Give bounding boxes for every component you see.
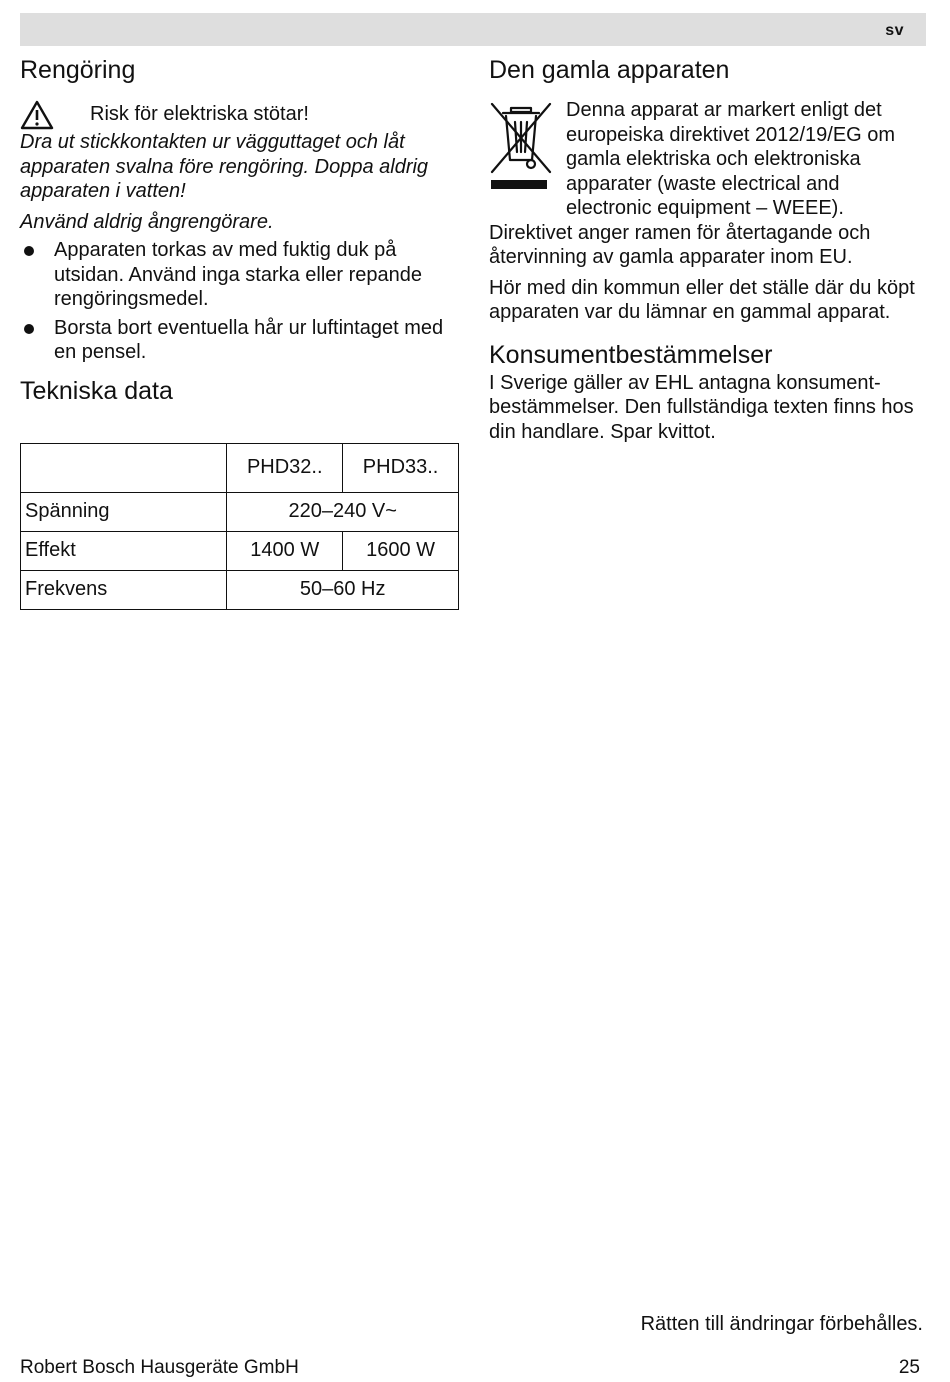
footer-company: Robert Bosch Hausgeräte GmbH — [20, 1357, 299, 1378]
warning-title: Risk för elektriska stötar! — [90, 103, 309, 125]
table-row — [21, 570, 459, 609]
old-appliance-heading: Den gamla apparaten — [489, 56, 730, 84]
bullet-icon — [24, 324, 34, 334]
rights-reserved-note: Rätten till ändringar förbehålles. — [640, 1313, 923, 1335]
right-column — [489, 54, 929, 444]
tech-data-heading: Tekniska data — [20, 376, 173, 405]
table-row — [21, 492, 459, 531]
list-item-text: Borsta bort eventuella hår ur luftintaget med en pensel. — [54, 316, 444, 363]
crossed-out-wheelie-bin-icon — [489, 100, 553, 192]
list-item-text: Apparaten torkas av med fuktig duk på utsidan. Använd inga starka eller repande rengöringsmedel. — [54, 239, 423, 310]
table-cell: 220–240 V~ — [227, 492, 459, 531]
page-number: 25 — [898, 1357, 920, 1378]
warning-row — [20, 100, 460, 130]
table-row-label: Spänning — [21, 492, 227, 531]
consumer-heading: Konsumentbestämmelser — [489, 340, 773, 369]
table-header-model-a: PHD32.. — [227, 443, 343, 492]
table-cell: 1400 W — [227, 531, 343, 570]
table-row-label: Effekt — [21, 531, 227, 570]
header-bar — [20, 13, 926, 46]
table-header-row — [21, 443, 459, 492]
warning-triangle-icon — [20, 100, 54, 130]
directive-text: Direktivet anger ramen för återtagande och återvinning av gamla apparater inom EU. — [489, 221, 871, 268]
warning-text: Dra ut stickkontakten ur vägguttaget och låt apparaten svalna före rengöring. Doppa aldrig apparaten i vatten! — [20, 131, 429, 202]
consumer-text: I Sverige gäller av EHL antagna konsument-bestämmelser. Den fullständiga texten finns hos din handlare. Spar kvittot. — [489, 371, 914, 443]
table-header-model-b: PHD33.. — [343, 443, 459, 492]
cleaning-heading: Rengöring — [20, 56, 136, 84]
table-row — [21, 531, 459, 570]
disposal-text: Hör med din kommun eller det ställe där du köpt apparaten var du lämnar en gammal apparat. — [489, 276, 915, 323]
warning-text-steam: Använd aldrig ångrengörare. — [20, 210, 274, 233]
weee-block — [489, 98, 929, 221]
table-cell: 50–60 Hz — [227, 570, 459, 609]
list-item — [20, 316, 460, 365]
weee-text: Denna apparat ar markert enligt det europeiska direktivet 2012/19/EG om gamla elektriska och elektroniska apparater (waste electrical and electronic equipment – WEEE). — [566, 99, 896, 219]
left-column — [20, 54, 460, 610]
table-row-label: Frekvens — [21, 570, 227, 609]
table-cell: 1600 W — [343, 531, 459, 570]
table-cell — [21, 443, 227, 492]
cleaning-list — [20, 238, 460, 365]
bullet-icon — [24, 246, 34, 256]
tech-data-table — [20, 443, 459, 610]
list-item — [20, 238, 460, 312]
language-label: sv — [885, 22, 904, 39]
